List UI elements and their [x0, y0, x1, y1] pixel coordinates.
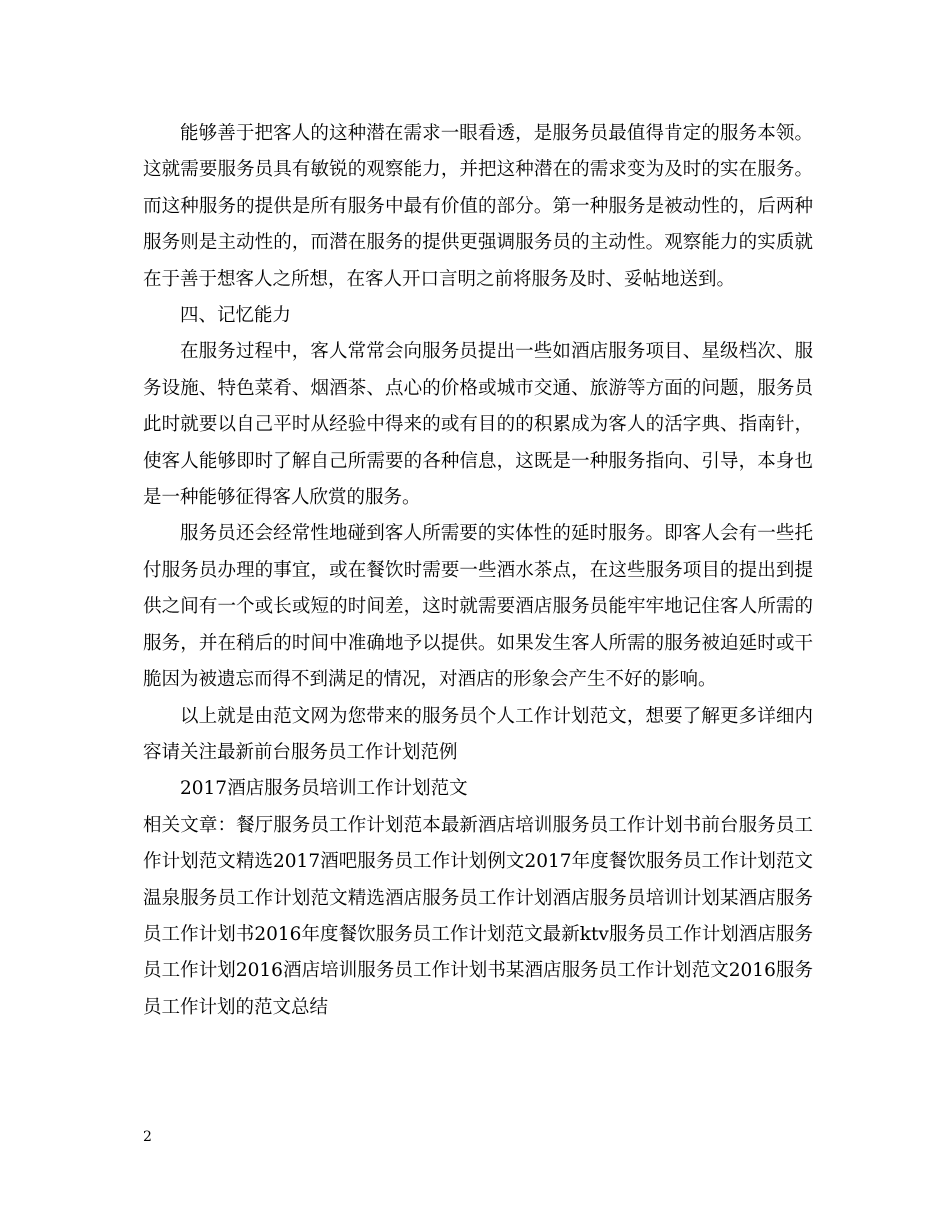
paragraph-article-title: 2017酒店服务员培训工作计划范文	[180, 778, 468, 800]
document-body	[143, 116, 813, 1026]
paragraph-delayed-service: 服务员还会经常性地碰到客人所需要的实体性的延时服务。即客人会有一些托付服务员办理的事宜，或在餐饮时需要一些酒水茶点，在这些服务项目的提出到提供之间有一个或长或短的时间差，这时就需要酒店服务员能牢牢地记住客人所需的服务，并在稍后的时间中准确地予以提供。如果发生客人所需的服务被迫延时或干脆因为被遗忘而得不到满足的情况，对酒店的形象会产生不好的影响。	[143, 523, 813, 691]
paragraph-memory-info: 在服务过程中，客人常常会向服务员提出一些如酒店服务项目、星级档次、服务设施、特色菜肴、烟酒茶、点心的价格或城市交通、旅游等方面的问题，服务员此时就要以自己平时从经验中得来的或有目的的积累成为客人的活字典、指南针，使客人能够即时了解自己所需要的各种信息，这既是一种服务指向、引导，本身也是一种能够征得客人欣赏的服务。	[143, 341, 813, 509]
paragraph-closing: 以上就是由范文网为您带来的服务员个人工作计划范文，想要了解更多详细内容请关注最新前台服务员工作计划范例	[143, 705, 813, 763]
paragraph-observation: 能够善于把客人的这种潜在需求一眼看透，是服务员最值得肯定的服务本领。这就需要服务员具有敏锐的观察能力，并把这种潜在的需求变为及时的实在服务。而这种服务的提供是所有服务中最有价值的部分。第一种服务是被动性的，后两种服务则是主动性的，而潜在服务的提供更强调服务员的主动性。观察能力的实质就在于善于想客人之所想，在客人开口言明之前将服务及时、妥帖地送到。	[143, 123, 813, 290]
section-heading-memory: 四、记忆能力	[180, 305, 292, 327]
page-number: 2	[143, 1129, 152, 1145]
related-articles: 相关文章：餐厅服务员工作计划范本最新酒店培训服务员工作计划书前台服务员工作计划范文精选2017酒吧服务员工作计划例文2017年度餐饮服务员工作计划范文温泉服务员工作计划范文精选酒店服务员工作计划酒店服务员培训计划某酒店服务员工作计划书2016年度餐饮服务员工作计划范文最新ktv服务员工作计划酒店服务员工作计划2016酒店培训服务员工作计划书某酒店服务员工作计划范文2016服务员工作计划的范文总结	[143, 814, 813, 1018]
